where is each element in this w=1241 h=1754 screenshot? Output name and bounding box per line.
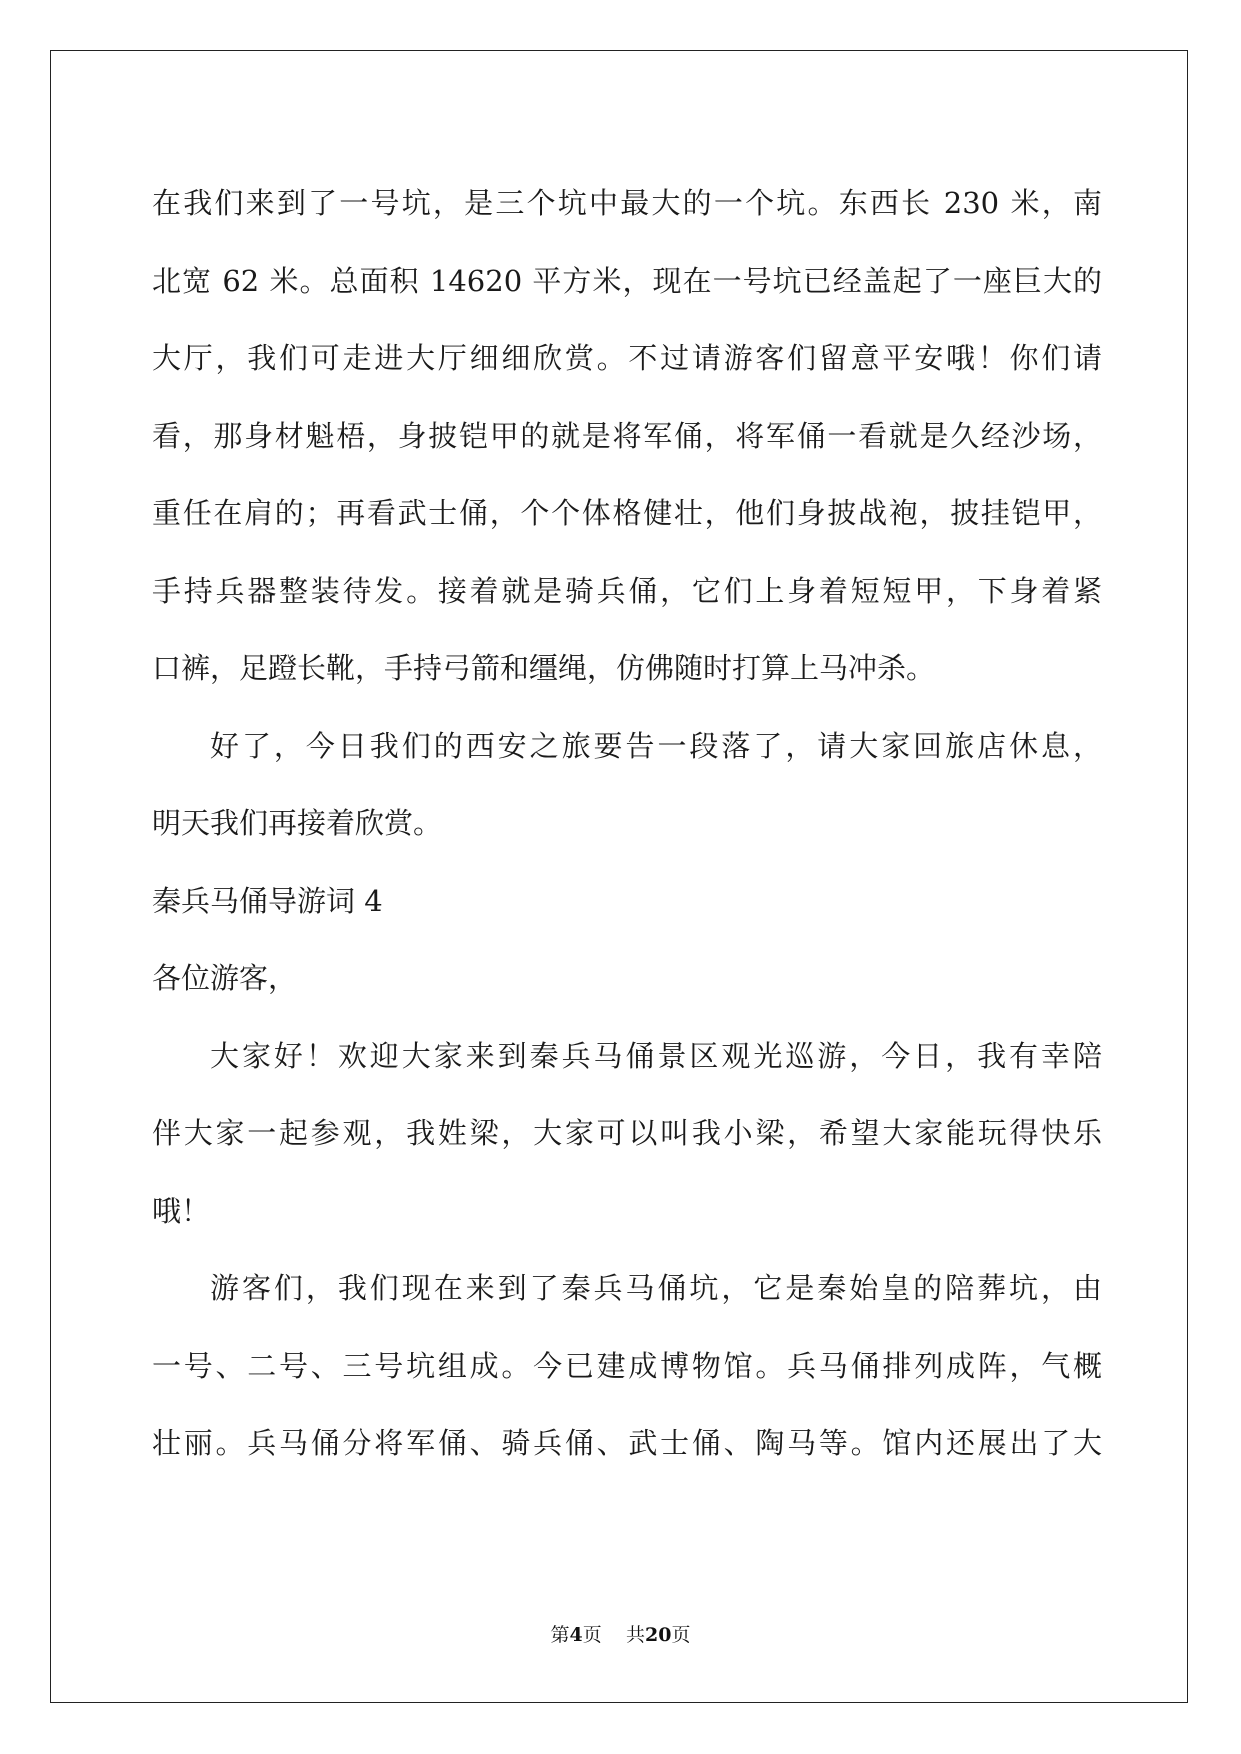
text-line: 一号、二号、三号坑组成。今已建成博物馆。兵马俑排列成阵，气概 — [152, 1348, 1102, 1383]
text-line: 哦！ — [152, 1193, 211, 1228]
salutation: 各位游客， — [152, 961, 298, 995]
document-body — [152, 165, 1102, 1483]
total-pages: 20 — [644, 1624, 672, 1646]
text-line: 看，那身材魁梧，身披铠甲的就是将军俑，将军俑一看就是久经沙场， — [152, 418, 1102, 453]
text-line: 游客们，我们现在来到了秦兵马俑坑，它是秦始皇的陪葬坑，由 — [210, 1271, 1102, 1305]
text-line: 在我们来到了一号坑，是三个坑中最大的一个坑。东西长 230 米，南 — [152, 186, 1102, 220]
total-prefix: 共 — [625, 1624, 645, 1646]
total-suffix: 页 — [671, 1624, 691, 1646]
page-footer — [0, 1620, 1241, 1647]
section-heading: 秦兵马俑导游词 4 — [152, 883, 383, 918]
text-line: 大家好！欢迎大家来到秦兵马俑景区观光巡游，今日，我有幸陪 — [210, 1038, 1102, 1073]
text-line: 重任在肩的；再看武士俑，个个体格健壮，他们身披战袍，披挂铠甲， — [152, 496, 1102, 530]
text-line: 手持兵器整装待发。接着就是骑兵俑，它们上身着短短甲，下身着紧 — [152, 573, 1102, 608]
text-line: 北宽 62 米。总面积 14620 平方米，现在一号坑已经盖起了一座巨大的 — [152, 263, 1102, 298]
text-line: 明天我们再接着欣赏。 — [152, 806, 443, 840]
text-line: 口裤，足蹬长靴，手持弓箭和缰绳，仿佛随时打算上马冲杀。 — [152, 651, 936, 685]
page-suffix: 页 — [582, 1624, 602, 1646]
page-number: 4 — [569, 1624, 583, 1646]
page-prefix: 第 — [550, 1624, 570, 1646]
text-line: 大厅，我们可走进大厅细细欣赏。不过请游客们留意平安哦！你们请 — [152, 341, 1102, 375]
text-line: 好了，今日我们的西安之旅要告一段落了，请大家回旅店休息， — [210, 728, 1102, 763]
text-line: 壮丽。兵马俑分将军俑、骑兵俑、武士俑、陶马等。馆内还展出了大 — [152, 1426, 1102, 1460]
text-line: 伴大家一起参观，我姓梁，大家可以叫我小梁，希望大家能玩得快乐 — [152, 1116, 1102, 1150]
